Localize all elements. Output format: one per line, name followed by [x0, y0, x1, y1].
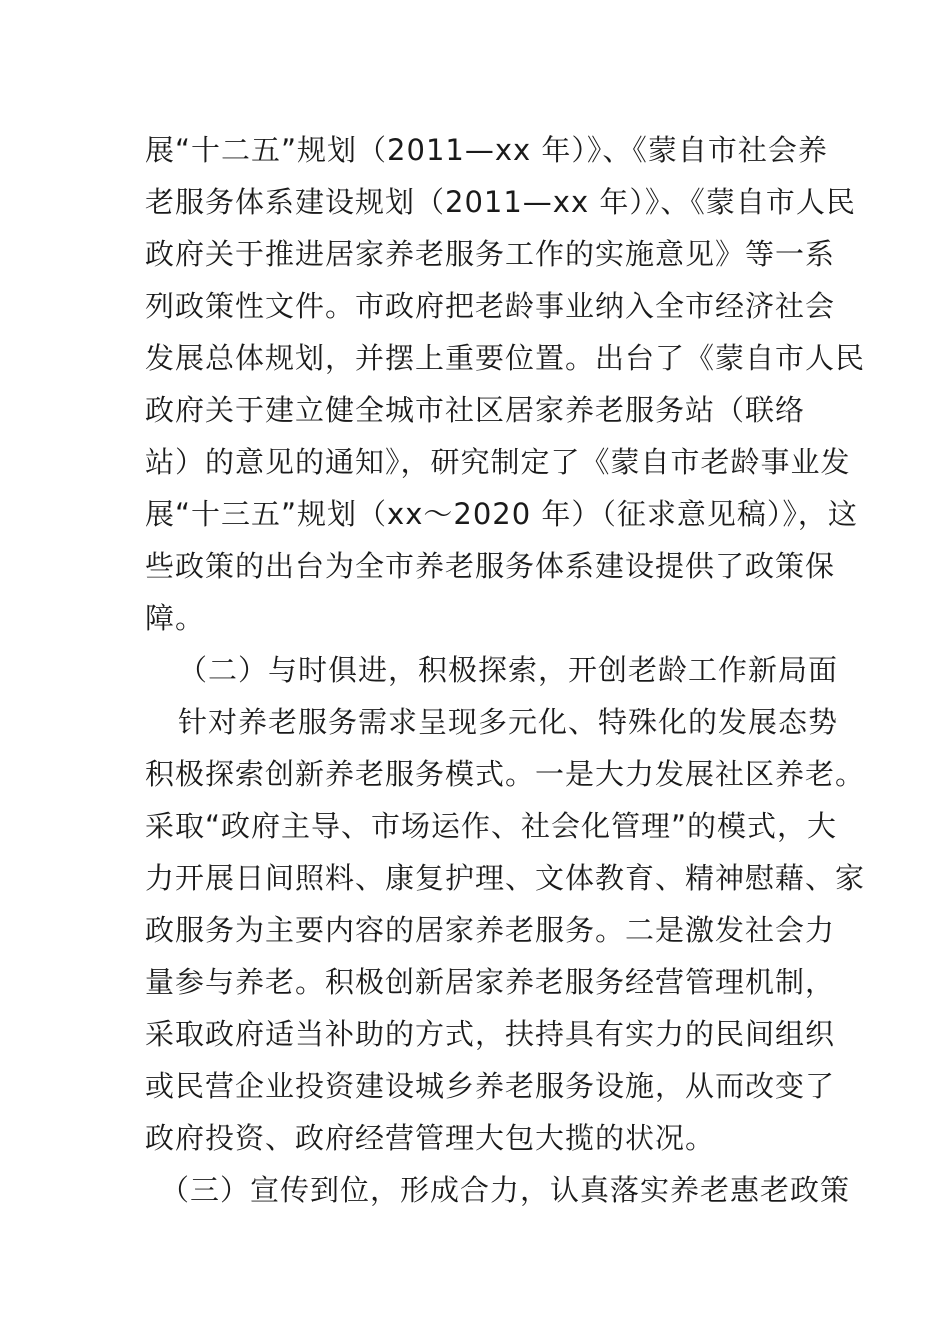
- text-line: 采取政府适当补助的方式，扶持具有实力的民间组织: [145, 1017, 836, 1051]
- text-line: 障。: [145, 601, 206, 635]
- text-line: 力开展日间照料、康复护理、文体教育、精神慰藉、家: [145, 861, 866, 895]
- section-heading-2: （二）与时俱进，积极探索，开创老龄工作新局面: [178, 653, 839, 687]
- text-line: 量参与养老。积极创新居家养老服务经营管理机制，: [145, 965, 836, 999]
- text-line: 政服务为主要内容的居家养老服务。二是激发社会力: [145, 913, 836, 947]
- text-line: 展“十二五”规划（2011—xx 年）》、《蒙自市社会养: [145, 133, 828, 167]
- text-line: 采取“政府主导、市场运作、社会化管理”的模式，大: [145, 809, 838, 843]
- section-heading-3: （三）宣传到位，形成合力，认真落实养老惠老政策: [160, 1173, 851, 1207]
- text-line: 政府投资、政府经营管理大包大揽的状况。: [145, 1121, 716, 1155]
- text-line: 展“十三五”规划（xx～2020 年）（征求意见稿）》，这: [145, 497, 858, 531]
- text-line: 针对养老服务需求呈现多元化、特殊化的发展态势: [178, 705, 839, 739]
- text-line: 老服务体系建设规划（2011—xx 年）》、《蒙自市人民: [145, 185, 856, 219]
- text-line: 积极探索创新养老服务模式。一是大力发展社区养老。: [145, 757, 866, 791]
- text-line: 发展总体规划，并摆上重要位置。出台了《蒙自市人民: [145, 341, 866, 375]
- text-line: 站）的意见的通知》，研究制定了《蒙自市老龄事业发: [145, 445, 851, 479]
- text-line: 政府关于推进居家养老服务工作的实施意见》等一系: [145, 237, 836, 271]
- text-line: 列政策性文件。市政府把老龄事业纳入全市经济社会: [145, 289, 836, 323]
- text-line: 政府关于建立健全城市社区居家养老服务站（联络: [145, 393, 806, 427]
- text-line: 些政策的出台为全市养老服务体系建设提供了政策保: [145, 549, 836, 583]
- text-line: 或民营企业投资建设城乡养老服务设施，从而改变了: [145, 1069, 836, 1103]
